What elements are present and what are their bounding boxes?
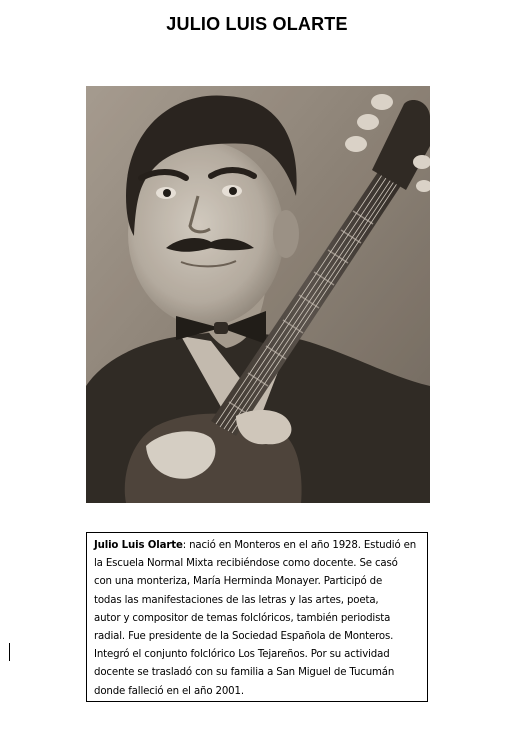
biography-line-text: : nació en Monteros en el año 1928. Estudió en <box>182 540 417 551</box>
text-cursor <box>9 643 10 661</box>
biography-line: todas las manifestaciones de las letras y las artes, poeta, <box>94 594 379 606</box>
biography-line: docente se trasladó con su familia a San Miguel de Tucumán <box>94 667 395 679</box>
page-title: JULIO LUIS OLARTE <box>166 14 348 34</box>
biography-box <box>86 532 428 702</box>
biography-line <box>94 537 420 555</box>
biography-name: Julio Luis Olarte <box>94 540 183 551</box>
biography-line: donde falleció en el año 2001. <box>94 685 244 697</box>
biography-line: autor y compositor de temas folclóricos, también periodista <box>94 612 391 624</box>
portrait-photo <box>86 86 430 503</box>
biography-line: Integró el conjunto folclórico Los Tejareños. Por su actividad <box>94 649 390 661</box>
biography-line: radial. Fue presidente de la Sociedad Española de Monteros. <box>94 631 394 643</box>
biography-line: con una monteriza, María Herminda Monayer. Participó de <box>94 576 383 588</box>
biography-line: la Escuela Normal Mixta recibiéndose como docente. Se casó <box>94 558 398 570</box>
